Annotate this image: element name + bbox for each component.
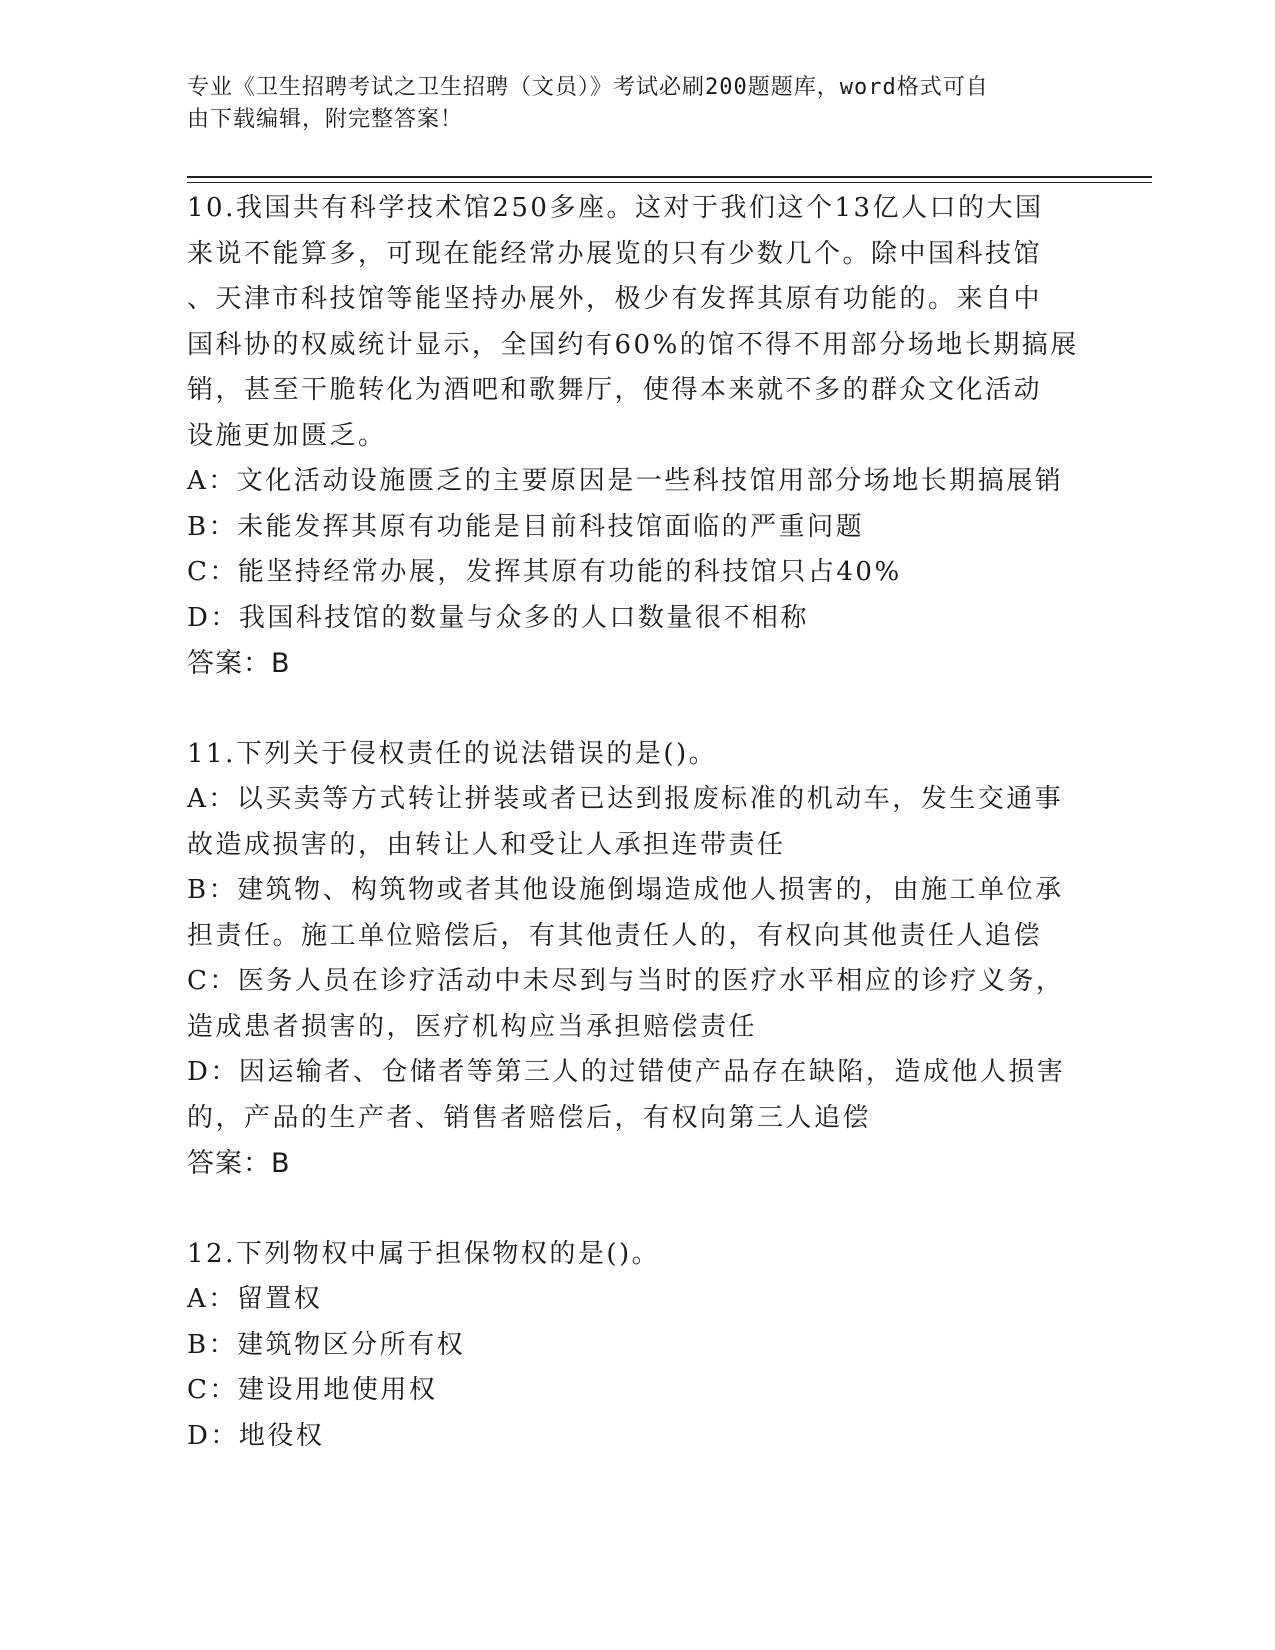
question-stem-line: 、天津市科技馆等能坚持办展外，极少有发挥其原有功能的。来自中 (187, 284, 1043, 314)
option-c-continued: 造成患者损害的，医疗机构应当承担赔偿责任 (187, 1011, 758, 1042)
option-d: D：地役权 (187, 1420, 325, 1451)
question-spacer (187, 1187, 1087, 1232)
question-stem-line: 设施更加匮乏。 (187, 420, 387, 451)
option-d-continued: 的，产品的生产者、销售者赔偿后，有权向第三人追偿 (187, 1102, 872, 1133)
question-11 (187, 732, 1087, 1187)
option-a: A：以买卖等方式转让拼装或者已达到报废标准的机动车，发生交通事 (187, 784, 1064, 814)
option-a: A：留置权 (187, 1284, 323, 1314)
option-a: A：文化活动设施匮乏的主要原因是一些科技馆用部分场地长期搞展销 (187, 466, 1064, 496)
option-b: B：建筑物区分所有权 (187, 1329, 466, 1360)
option-b: B：未能发挥其原有功能是目前科技馆面临的严重问题 (187, 511, 865, 542)
question-stem-line: 12.下列物权中属于担保物权的是()。 (187, 1238, 661, 1269)
answer-line: 答案：B (187, 1148, 291, 1179)
question-spacer (187, 687, 1087, 732)
question-stem-line: 来说不能算多，可现在能经常办展览的只有少数几个。除中国科技馆 (187, 238, 1043, 269)
question-list (187, 186, 1087, 1459)
option-b-continued: 担责任。施工单位赔偿后，有其他责任人的，有权向其他责任人追偿 (187, 920, 1043, 951)
question-stem-line: 11.下列关于侵权责任的说法错误的是()。 (187, 738, 718, 769)
question-stem-line: 10.我国共有科学技术馆250多座。这对于我们这个13亿人口的大国 (187, 193, 1044, 223)
document-header (187, 72, 1067, 136)
option-c: C：医务人员在诊疗活动中未尽到与当时的医疗水平相应的诊疗义务， (187, 966, 1065, 996)
question-stem-line: 销，甚至干脆转化为酒吧和歌舞厅，使得本来就不多的群众文化活动 (187, 375, 1043, 405)
header-line-2: 由下载编辑，附完整答案！ (187, 107, 464, 132)
option-b: B：建筑物、构筑物或者其他设施倒塌造成他人损害的，由施工单位承 (187, 875, 1064, 905)
header-divider-thick (187, 176, 1152, 178)
option-d: D：因运输者、仓储者等第三人的过错使产品存在缺陷，造成他人损害 (187, 1057, 1066, 1087)
question-12 (187, 1232, 1087, 1460)
question-10 (187, 186, 1087, 687)
answer-line: 答案：B (187, 648, 291, 679)
header-line-1: 专业《卫生招聘考试之卫生招聘（文员）》考试必刷200题题库，word格式可自 (187, 75, 989, 100)
option-a-continued: 故造成损害的，由转让人和受让人承担连带责任 (187, 829, 786, 860)
option-c: C：建设用地使用权 (187, 1375, 438, 1405)
option-d: D：我国科技馆的数量与众多的人口数量很不相称 (187, 602, 809, 633)
question-stem-line: 国科协的权威统计显示，全国约有60%的馆不得不用部分场地长期搞展 (187, 329, 1079, 360)
header-divider-thin (187, 182, 1152, 183)
option-c: C：能坚持经常办展，发挥其原有功能的科技馆只占40% (187, 557, 902, 587)
